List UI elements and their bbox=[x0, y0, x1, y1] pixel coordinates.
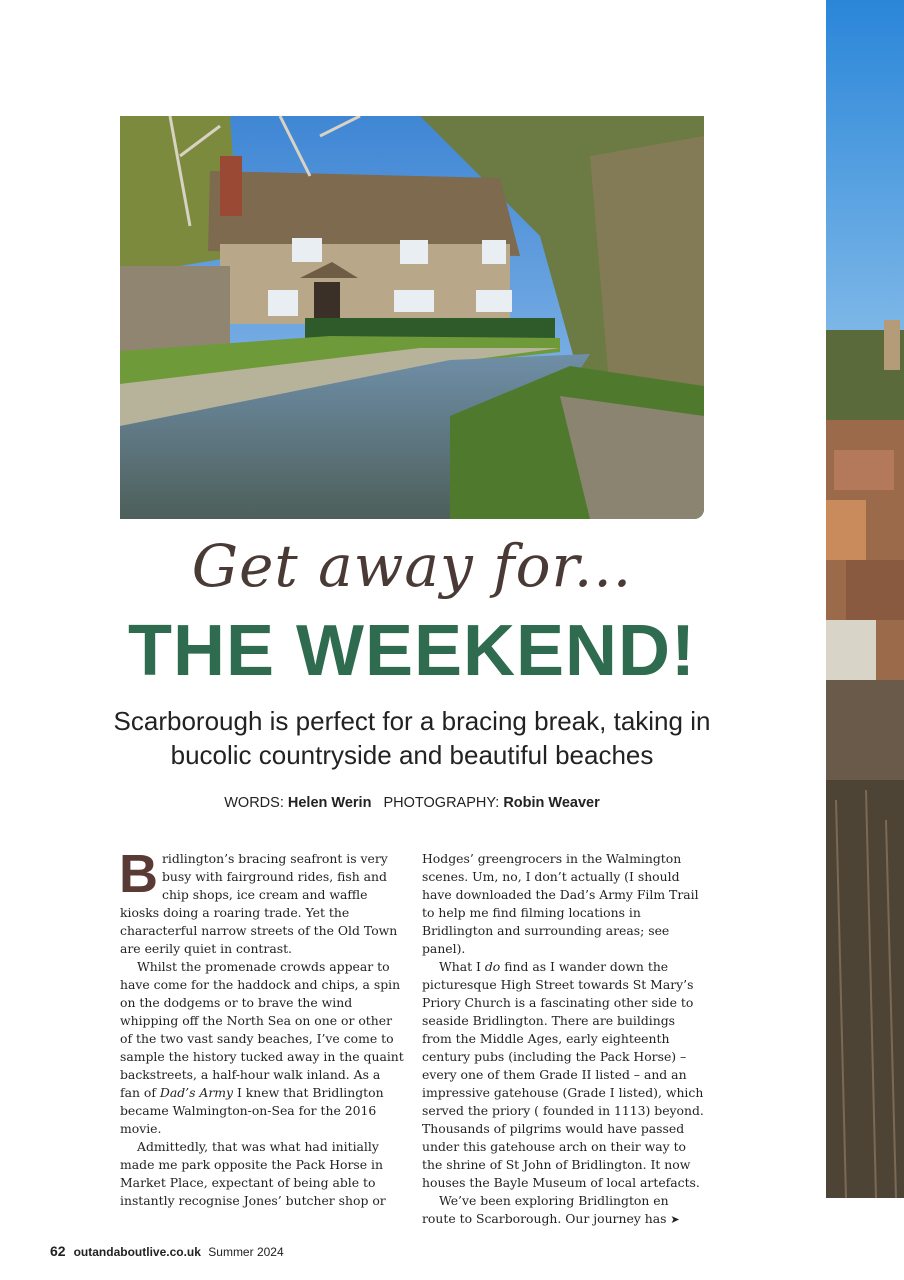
paragraph-text: Whilst the promenade crowds appear to have come for the haddock and chips, a spin on the dodgems or to brave the wind whipping off the North Sea on one or other of the two vast sandy beaches, I’ve come to sample the history tucked away in the quaint backstreets, a half-hour walk inland. As a fan of bbox=[120, 959, 404, 1100]
photography-label: PHOTOGRAPHY: bbox=[383, 795, 500, 811]
page-number: 62 bbox=[50, 1243, 66, 1259]
continue-arrow-icon: ➤ bbox=[670, 1213, 680, 1226]
issue-date: Summer 2024 bbox=[208, 1245, 284, 1259]
paragraph-text: ridlington’s bracing seafront is very busy with fairground rides, fish and chip shops, ice cream and waffle kiosks doing a roaring trade. Yet the characterful narrow streets of the Old Town are eerily quiet in contrast. bbox=[120, 851, 398, 956]
paragraph bbox=[120, 1138, 404, 1210]
website-link[interactable]: outandaboutlive.co.uk bbox=[73, 1245, 201, 1259]
paragraph bbox=[422, 1192, 706, 1229]
paragraph bbox=[120, 958, 404, 1138]
standfirst: Scarborough is perfect for a bracing break, taking in bucolic countryside and beautiful beaches bbox=[113, 706, 711, 770]
headline: THE WEEKEND! bbox=[128, 611, 696, 691]
hero-photo bbox=[120, 116, 704, 519]
side-photo-strip bbox=[826, 0, 904, 1198]
author-name: Helen Werin bbox=[287, 795, 372, 811]
paragraph bbox=[119, 844, 404, 958]
paragraph-text: We’ve been exploring Bridlington en route to Scarborough. Our journey has bbox=[422, 1193, 669, 1226]
film-title: Dad’s Army bbox=[159, 1085, 234, 1100]
paragraph-text: What I bbox=[439, 959, 485, 974]
paragraph-text: I knew that Bridlington became Walmington-on-Sea for the 2016 movie. bbox=[120, 1085, 384, 1136]
paragraph-text: Hodges’ greengrocers in the Walmington scenes. Um, no, I don’t actually (I should have downloaded the Dad’s Army Film Trail to help me find filming locations in Bridlington and surrounding areas; see panel). bbox=[422, 851, 699, 956]
drop-cap: B bbox=[119, 844, 158, 904]
body-column-1 bbox=[119, 844, 404, 1210]
body-column-2 bbox=[422, 850, 706, 1229]
town-view-illustration bbox=[826, 0, 904, 1198]
page-footer bbox=[50, 1243, 284, 1259]
words-label: WORDS: bbox=[224, 795, 284, 811]
paragraph-text: find as I wander down the picturesque High Street towards St Mary’s Priory Church is a fascinating other side to seaside Bridlington. There are buildings from the Middle Ages, early eighteenth century pubs (including the Pack Horse) – every one of them Grade II listed – and an impressive gatehouse (Grade I listed), which served the priory ( founded in 1113) beyond. Thousands of pilgrims would have passed under this gatehouse arch on their way to the shrine of St John of Bridlington. It now houses the Bayle Museum of local artefacts. bbox=[422, 959, 704, 1190]
hero-photo-illustration bbox=[120, 116, 704, 519]
photographer-name: Robin Weaver bbox=[503, 795, 600, 811]
emphasis: do bbox=[484, 959, 501, 974]
byline bbox=[120, 795, 704, 811]
paragraph bbox=[422, 958, 706, 1192]
paragraph-text: Admittedly, that was what had initially made me park opposite the Pack Horse in Market Place, expectant of being able to instantly recognise Jones’ butcher shop or bbox=[120, 1139, 386, 1208]
paragraph bbox=[422, 850, 706, 958]
kicker-title: Get away for... bbox=[191, 532, 633, 600]
